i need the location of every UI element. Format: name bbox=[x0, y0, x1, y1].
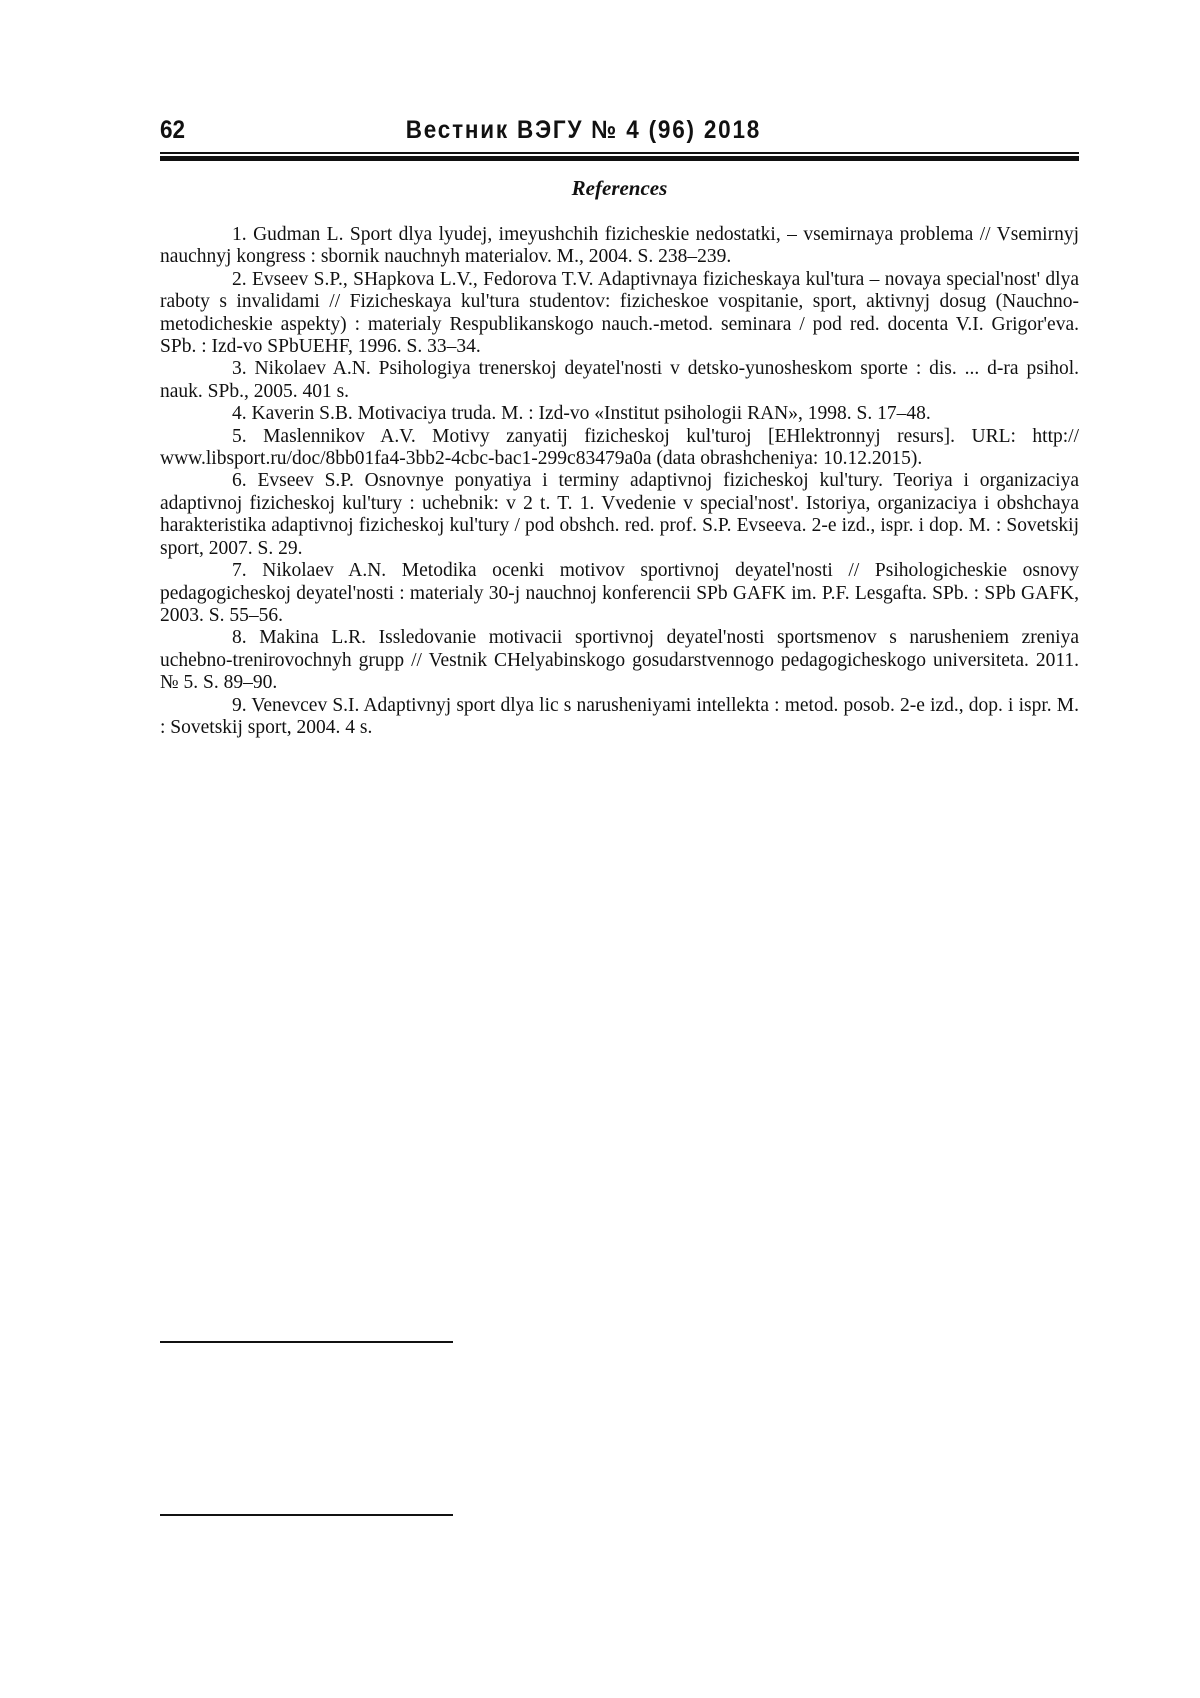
footnote-separator bbox=[160, 1514, 453, 1516]
reference-item: 9. Venevcev S.I. Adaptivnyj sport dlya lic s narusheniyami intellekta : metod. posob. 2-e izd., dop. i ispr. M. : Sovetskij sport, 2004. 4 s. bbox=[160, 694, 1079, 738]
reference-item: 6. Evseev S.P. Osnovnye ponyatiya i terminy adaptivnoj fizicheskoj kul'tury. Teoriya i organizaciya adaptivnoj fizicheskoj kul'tury : uchebnik: v 2 t. T. 1. Vvedenie v special'nost'. Istoriya, organizaciya i obshchaya harakteristika adaptivnoj fizicheskoj kul'tury / pod obshch. red. prof. S.P. Evseeva. 2-e izd., ispr. i dop. M. : Sovetskij sport, 2007. S. 29. bbox=[160, 470, 1079, 559]
page-number: 62 bbox=[160, 116, 186, 144]
reference-item: 8. Makina L.R. Issledovanie motivacii sportivnoj deyatel'nosti sportsmenov s narusheniem zreniya uchebno-trenirovochnyh grupp // Vestnik CHelyabinskogo gosudarstvennogo pedagogicheskogo universiteta. 2011. № 5. S. 89–90. bbox=[160, 627, 1079, 694]
reference-list bbox=[160, 224, 1079, 739]
reference-item: 3. Nikolaev A.N. Psihologiya trenerskoj deyatel'nosti v detsko-yunosheskom sporte : dis. ... d-ra psihol. nauk. SPb., 2005. 401 s. bbox=[160, 358, 1079, 402]
reference-item: 4. Kaverin S.B. Motivaciya truda. M. : Izd-vo «Institut psihologii RAN», 1998. S. 17–48. bbox=[232, 403, 931, 425]
journal-title: Вестник ВЭГУ № 4 (96) 2018 bbox=[405, 116, 762, 144]
header-rule-thin bbox=[160, 152, 1079, 154]
running-header bbox=[160, 113, 987, 147]
reference-item: 1. Gudman L. Sport dlya lyudej, imeyushchih fizicheskie nedostatki, – vsemirnaya problema // Vsemirnyj nauchnyj kongress : sbornik nauchnyh materialov. M., 2004. S. 238–239. bbox=[160, 224, 1079, 268]
reference-item: 7. Nikolaev A.N. Metodika ocenki motivov sportivnoj deyatel'nosti // Psihologicheskie osnovy pedagogicheskoj deyatel'nosti : materialy 30-j nauchnoj konferencii SPb GAFK im. P.F. Lesgafta. SPb. : SPb GAFK, 2003. S. 55–56. bbox=[160, 560, 1079, 626]
references-heading: References bbox=[571, 176, 668, 200]
header-rule-thick bbox=[160, 156, 1079, 161]
reference-item: 2. Evseev S.P., SHapkova L.V., Fedorova T.V. Adaptivnaya fizicheskaya kul'tura – novaya special'nost' dlya raboty s invalidami // Fizicheskaya kul'tura studentov: fizicheskoe vospitanie, sport, aktivnyj dosug (Nauchno-metodicheskie aspekty) : materialy Respublikanskogo nauch.-metod. seminara / pod red. docenta V.I. Grigor'eva. SPb. : Izd-vo SPbUEHF, 1996. S. 33–34. bbox=[160, 268, 1079, 358]
footnote-separator bbox=[160, 1341, 453, 1343]
reference-item: 5. Maslennikov A.V. Motivy zanyatij fizicheskoj kul'turoj [EHlektronnyj resurs]. URL: http:// www.libsport.ru/doc/8bb01fa4-3bb2-4cbc-bac1-299c83479a0a (data obrashcheniya: 10.12.2015). bbox=[160, 425, 1079, 470]
